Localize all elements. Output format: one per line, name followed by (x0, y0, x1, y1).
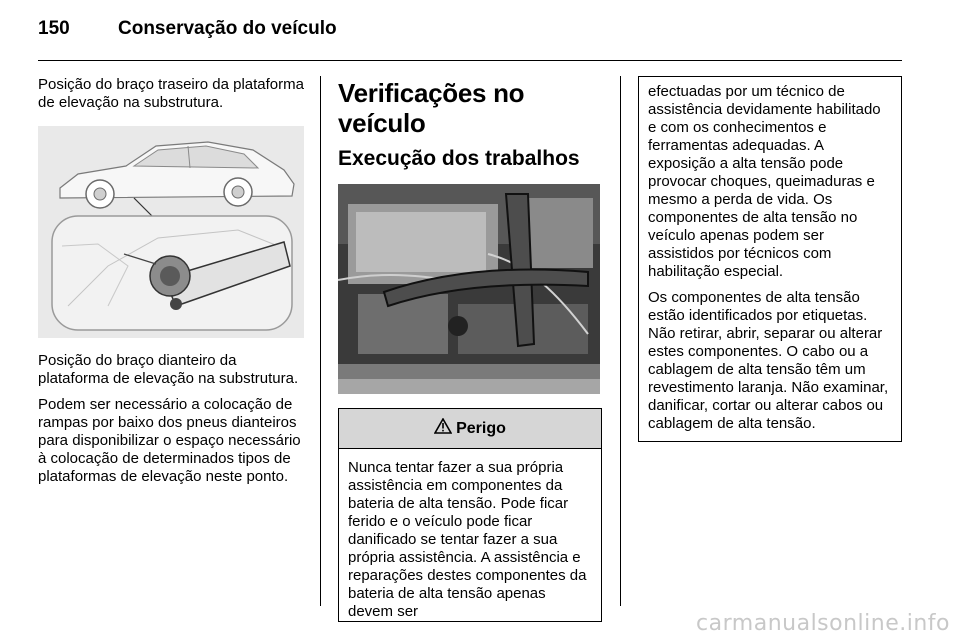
danger-warning-continued-para1: efectuadas por um técnico de assistência devidamente habilitado e com os conhecimentos e ferramentas adequadas. A exposição a alta tensão pode provocar choques, queimaduras e mesmo a perda de vida. Os componentes de alta tensão no veículo apenas podem ser assistidos por técnicos com habilitação especial. (648, 83, 881, 280)
ramp-note: Podem ser necessário a colocação de rampas por baixo dos pneus dianteiros para disponibilizar o espaço necessário à colocação de determinados tipos de plataformas de elevação neste ponto. (38, 396, 301, 485)
danger-warning-title: Perigo (456, 419, 506, 437)
warning-triangle-icon (434, 418, 452, 439)
lift-arm-rear-illustration (38, 126, 304, 338)
column-1 (38, 76, 306, 494)
front-arm-caption: Posição do braço dianteiro da plataforma de elevação na substrutura. (38, 352, 299, 387)
header-rule (38, 60, 902, 61)
lift-arm-rear-figure (38, 126, 304, 338)
danger-warning-continued (638, 76, 902, 442)
column-2 (338, 78, 602, 622)
column-divider-2 (620, 76, 621, 606)
column-3 (638, 76, 902, 442)
subsection-title: Execução dos trabalhos (338, 147, 580, 170)
watermark: carmanualsonline.info (696, 611, 950, 636)
running-title: Conservação do veículo (118, 18, 337, 39)
danger-warning-text (339, 449, 601, 621)
rear-arm-caption: Posição do braço traseiro da plataforma de elevação na substrutura. (38, 76, 304, 111)
section-title: Verificações no veículo (338, 78, 525, 138)
danger-warning-paragraph: Nunca tentar fazer a sua própria assistência em componentes da bateria de alta tensão. Pode ficar ferido e o veículo pode ficar danificado se tentar fazer a sua própria assistência. A assistência e reparações destes componentes da bateria de alta tensão apenas devem ser (348, 459, 587, 620)
engine-bay-illustration (338, 184, 600, 394)
engine-bay-figure (338, 184, 600, 394)
danger-warning-box (338, 408, 602, 622)
danger-warning-continued-para2: Os componentes de alta tensão estão identificados por etiquetas. Não retirar, abrir, separar ou alterar estes componentes. O cabo ou a cablagem de alta tensão têm um revestimento laranja. Não examinar, danificar, cortar ou alterar cabos ou cablagem de alta tensão. (648, 289, 889, 432)
danger-warning-header (339, 409, 601, 449)
column-divider-1 (320, 76, 321, 606)
page-number: 150 (38, 18, 70, 39)
